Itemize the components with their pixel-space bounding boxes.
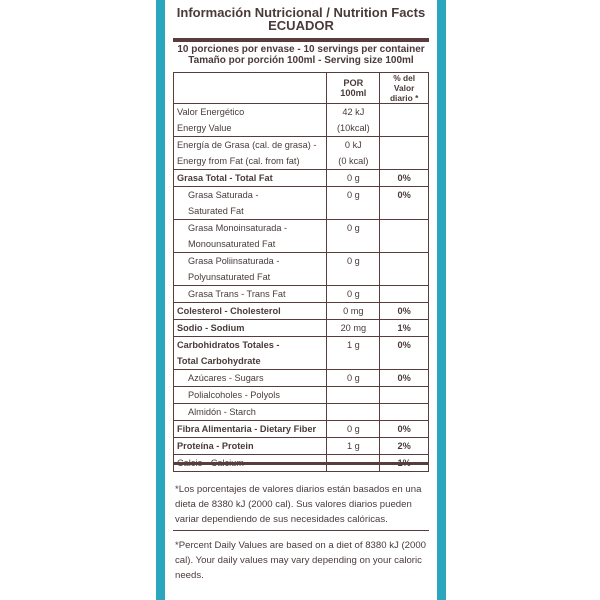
daily-value-cell xyxy=(380,220,429,253)
amount-value: 0 g xyxy=(327,286,380,303)
nutrient-cell xyxy=(174,253,327,286)
thick-rule-top xyxy=(173,38,429,42)
table-row-trans-fat xyxy=(174,286,429,303)
table-row-polyols xyxy=(174,387,429,404)
title-line-1: Información Nutricional / Nutrition Facts xyxy=(176,5,426,20)
daily-value-cell xyxy=(380,404,429,421)
amount-cell xyxy=(327,104,380,137)
nutrient-name-en: Total Carbohydrate xyxy=(177,356,261,366)
nutrient-name: Valor Energético xyxy=(177,107,245,117)
header-blank-cell xyxy=(174,73,327,104)
table-row-energy xyxy=(174,104,429,137)
serving-size: Tamaño por porción 100ml - Serving size 100ml xyxy=(188,55,414,66)
amount-value: 0 g xyxy=(327,170,380,187)
table-row-starch xyxy=(174,404,429,421)
daily-value: 0% xyxy=(397,340,411,350)
amount-value: 1 g xyxy=(327,438,380,455)
daily-value-cell xyxy=(380,387,429,404)
amount-value: 0 g xyxy=(346,223,360,233)
nutrition-table xyxy=(173,72,429,472)
nutrient-name: Proteína - Protein xyxy=(174,438,327,455)
nutrient-name: Grasa Saturada - xyxy=(188,190,259,200)
nutrient-name: Azúcares - Sugars xyxy=(174,370,327,387)
daily-value: 0% xyxy=(397,190,411,200)
nutrient-name: Almidón - Starch xyxy=(174,404,327,421)
amount-cell xyxy=(327,137,380,170)
nutrient-name: Fibra Alimentaria - Dietary Fiber xyxy=(174,421,327,438)
nutrient-name: Grasa Monoinsaturada - xyxy=(188,223,288,233)
amount-cell xyxy=(327,220,380,253)
header-per-100ml xyxy=(327,73,380,104)
nutrient-name: Colesterol - Cholesterol xyxy=(174,303,327,320)
nutrition-facts-panel xyxy=(165,0,437,600)
amount-value: 42 kJ xyxy=(342,107,365,117)
table-row-cholesterol xyxy=(174,303,429,320)
amount-value: 1 g xyxy=(346,340,360,350)
nutrient-name-en: Energy from Fat (cal. from fat) xyxy=(177,156,300,166)
servings-info xyxy=(173,44,429,66)
header-daily-value xyxy=(380,73,429,104)
nutrient-name: Grasa Poliinsaturada - xyxy=(188,256,280,266)
header-per-unit: 100ml xyxy=(340,88,367,98)
daily-value-cell: 1% xyxy=(380,320,429,337)
daily-value-cell: 2% xyxy=(380,438,429,455)
amount-value: 0 g xyxy=(327,370,380,387)
table-row-sodium xyxy=(174,320,429,337)
table-row-saturated-fat xyxy=(174,187,429,220)
nutrient-name-en: Polyunsaturated Fat xyxy=(188,272,271,282)
amount-value: 0 g xyxy=(346,256,360,266)
table-row-total-fat xyxy=(174,170,429,187)
nutrient-name: Grasa Trans - Trans Fat xyxy=(174,286,327,303)
nutrient-name-en: Saturated Fat xyxy=(188,206,244,216)
amount-value: 0 g xyxy=(346,190,360,200)
amount-value: 0 kJ xyxy=(344,140,362,150)
nutrient-name: Carbohidratos Totales - xyxy=(177,340,280,350)
footnote-english: *Percent Daily Values are based on a diet of 8380 kJ (2000 cal). Your daily values may vary depending on your caloric needs. xyxy=(175,540,427,581)
daily-value-cell xyxy=(380,187,429,220)
table-row-total-carbohydrate xyxy=(174,337,429,370)
amount-value-alt: (0 kcal) xyxy=(338,156,369,166)
table-row-sugars xyxy=(174,370,429,387)
nutrient-cell xyxy=(174,337,327,370)
amount-value: 0 mg xyxy=(327,303,380,320)
amount-value-alt: (10kcal) xyxy=(336,123,370,133)
table-row-dietary-fiber xyxy=(174,421,429,438)
footnote-spanish: *Los porcentajes de valores diarios están basados en una dieta de 8380 kJ (2000 cal). Sus valores diarios pueden variar dependiendo de sus necesidades calóricas. xyxy=(175,484,422,525)
amount-value xyxy=(327,404,380,421)
title-line-2: ECUADOR xyxy=(268,18,334,33)
header-dv-label: % del xyxy=(393,73,416,83)
table-row-energy-from-fat xyxy=(174,137,429,170)
servings-per-container: 10 porciones por envase - 10 servings per container xyxy=(177,44,425,55)
amount-value: 20 mg xyxy=(327,320,380,337)
daily-value-cell: 0% xyxy=(380,370,429,387)
label-title xyxy=(165,6,437,32)
header-per-label: POR xyxy=(343,78,364,88)
amount-cell xyxy=(327,253,380,286)
daily-value-cell xyxy=(380,104,429,137)
nutrient-name: Energía de Grasa (cal. de grasa) - xyxy=(177,140,317,150)
nutrient-name-en: Energy Value xyxy=(177,123,232,133)
nutrient-cell xyxy=(174,187,327,220)
daily-value-cell: 0% xyxy=(380,303,429,320)
table-row-polyunsaturated-fat xyxy=(174,253,429,286)
label-frame xyxy=(156,0,446,600)
thin-rule-notes xyxy=(173,530,429,531)
table-header-row xyxy=(174,73,429,104)
nutrient-name: Polialcoholes - Polyols xyxy=(174,387,327,404)
table-row-protein xyxy=(174,438,429,455)
header-dv-sub: Valor diario * xyxy=(389,83,419,103)
daily-value-cell: 0% xyxy=(380,421,429,438)
nutrient-name: Grasa Total - Total Fat xyxy=(174,170,327,187)
nutrient-cell xyxy=(174,220,327,253)
daily-value-cell xyxy=(380,137,429,170)
daily-value-cell xyxy=(380,286,429,303)
nutrient-name-en: Monounsaturated Fat xyxy=(188,239,276,249)
nutrient-name: Sodio - Sodium xyxy=(174,320,327,337)
amount-cell xyxy=(327,337,380,370)
table-row-monounsaturated-fat xyxy=(174,220,429,253)
daily-value-cell: 0% xyxy=(380,170,429,187)
thick-rule-bottom xyxy=(173,462,429,465)
amount-value xyxy=(327,387,380,404)
daily-value-cell xyxy=(380,253,429,286)
nutrient-cell xyxy=(174,104,327,137)
amount-cell xyxy=(327,187,380,220)
amount-value: 0 g xyxy=(327,421,380,438)
nutrient-cell xyxy=(174,137,327,170)
daily-value-cell xyxy=(380,337,429,370)
